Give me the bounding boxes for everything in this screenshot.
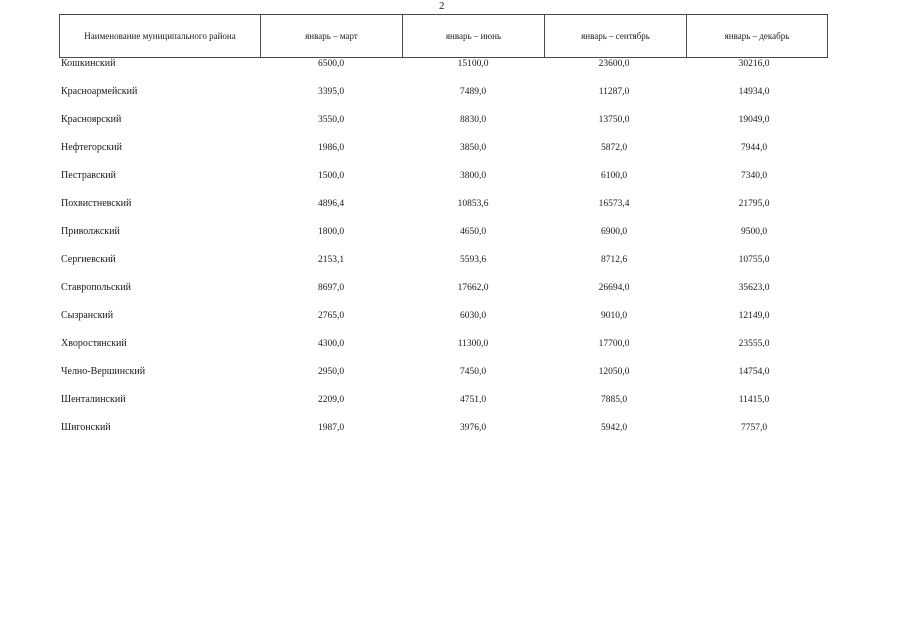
district-name: Сергиевский <box>61 254 116 265</box>
value-cell: 2950,0 <box>317 367 345 377</box>
district-name: Похвистневский <box>61 198 132 209</box>
value-cell: 9500,0 <box>740 227 768 237</box>
header-9m: январь – сентябрь <box>545 15 687 57</box>
value-cell: 7340,0 <box>740 171 768 181</box>
table-row <box>59 422 828 450</box>
value-cell: 1800,0 <box>317 227 345 237</box>
value-cell: 5872,0 <box>600 143 628 153</box>
value-cell: 16573,4 <box>598 199 630 209</box>
district-name: Шенталинский <box>61 394 126 405</box>
value-cell: 8712,6 <box>600 255 628 265</box>
value-cell: 11300,0 <box>457 339 489 349</box>
district-name: Нефтегорский <box>61 142 122 153</box>
value-cell: 8697,0 <box>317 283 345 293</box>
table-header <box>59 14 828 58</box>
district-name: Челно-Вершинский <box>61 366 146 377</box>
value-cell: 1986,0 <box>317 143 345 153</box>
value-cell: 12050,0 <box>598 367 630 377</box>
value-cell: 2765,0 <box>317 311 345 321</box>
value-cell: 7757,0 <box>740 423 768 433</box>
value-cell: 3395,0 <box>317 87 345 97</box>
value-cell: 1987,0 <box>317 423 345 433</box>
value-cell: 11287,0 <box>598 87 630 97</box>
value-cell: 14754,0 <box>738 367 770 377</box>
table-row <box>59 142 828 170</box>
value-cell: 6900,0 <box>600 227 628 237</box>
district-name: Шигонский <box>61 422 111 433</box>
value-cell: 17700,0 <box>598 339 630 349</box>
table-row <box>59 338 828 366</box>
value-cell: 2209,0 <box>317 395 345 405</box>
value-cell: 3550,0 <box>317 115 345 125</box>
value-cell: 4896,4 <box>317 199 345 209</box>
table-row <box>59 58 828 86</box>
value-cell: 5593,6 <box>459 255 487 265</box>
header-year: январь – декабрь <box>724 31 790 41</box>
value-cell: 5942,0 <box>600 423 628 433</box>
table-row <box>59 282 828 310</box>
district-name: Кошкинский <box>61 58 116 69</box>
value-cell: 3976,0 <box>459 423 487 433</box>
value-cell: 30216,0 <box>738 59 770 69</box>
district-name: Пестравский <box>61 170 116 181</box>
district-name: Приволжский <box>61 226 120 237</box>
header-district-name: Наименование муниципального района <box>60 15 261 57</box>
value-cell: 7489,0 <box>459 87 487 97</box>
value-cell: 7885,0 <box>600 395 628 405</box>
district-name: Сызранский <box>61 310 114 321</box>
value-cell: 17662,0 <box>457 283 489 293</box>
district-name: Ставропольский <box>61 282 131 293</box>
table-row <box>59 170 828 198</box>
header-q1: январь – март <box>261 15 403 57</box>
value-cell: 6100,0 <box>600 171 628 181</box>
value-cell: 4300,0 <box>317 339 345 349</box>
value-cell: 6030,0 <box>459 311 487 321</box>
value-cell: 23600,0 <box>598 59 630 69</box>
table-row <box>59 254 828 282</box>
district-name: Хворостянский <box>61 338 127 349</box>
table-row <box>59 198 828 226</box>
value-cell: 7450,0 <box>459 367 487 377</box>
value-cell: 9010,0 <box>600 311 628 321</box>
value-cell: 10853,6 <box>457 199 489 209</box>
district-name: Красноярский <box>61 114 122 125</box>
value-cell: 2153,1 <box>317 255 345 265</box>
value-cell: 7944,0 <box>740 143 768 153</box>
district-name: Красноармейский <box>61 86 138 97</box>
table-row <box>59 394 828 422</box>
value-cell: 21795,0 <box>738 199 770 209</box>
value-cell: 19049,0 <box>738 115 770 125</box>
value-cell: 11415,0 <box>738 395 770 405</box>
value-cell: 35623,0 <box>738 283 770 293</box>
value-cell: 26694,0 <box>598 283 630 293</box>
value-cell: 3850,0 <box>459 143 487 153</box>
value-cell: 10755,0 <box>738 255 770 265</box>
value-cell: 3800,0 <box>459 171 487 181</box>
table-row <box>59 366 828 394</box>
value-cell: 15100,0 <box>457 59 489 69</box>
table-row <box>59 310 828 338</box>
value-cell: 13750,0 <box>598 115 630 125</box>
table-row <box>59 114 828 142</box>
value-cell: 23555,0 <box>738 339 770 349</box>
table-body <box>59 58 828 450</box>
value-cell: 1500,0 <box>317 171 345 181</box>
table-row <box>59 226 828 254</box>
table-row <box>59 86 828 114</box>
header-h1: январь – июнь <box>403 15 545 57</box>
value-cell: 6500,0 <box>317 59 345 69</box>
value-cell: 14934,0 <box>738 87 770 97</box>
value-cell: 8830,0 <box>459 115 487 125</box>
value-cell: 12149,0 <box>738 311 770 321</box>
page-number: 2 <box>439 0 445 12</box>
value-cell: 4650,0 <box>459 227 487 237</box>
value-cell: 4751,0 <box>459 395 487 405</box>
